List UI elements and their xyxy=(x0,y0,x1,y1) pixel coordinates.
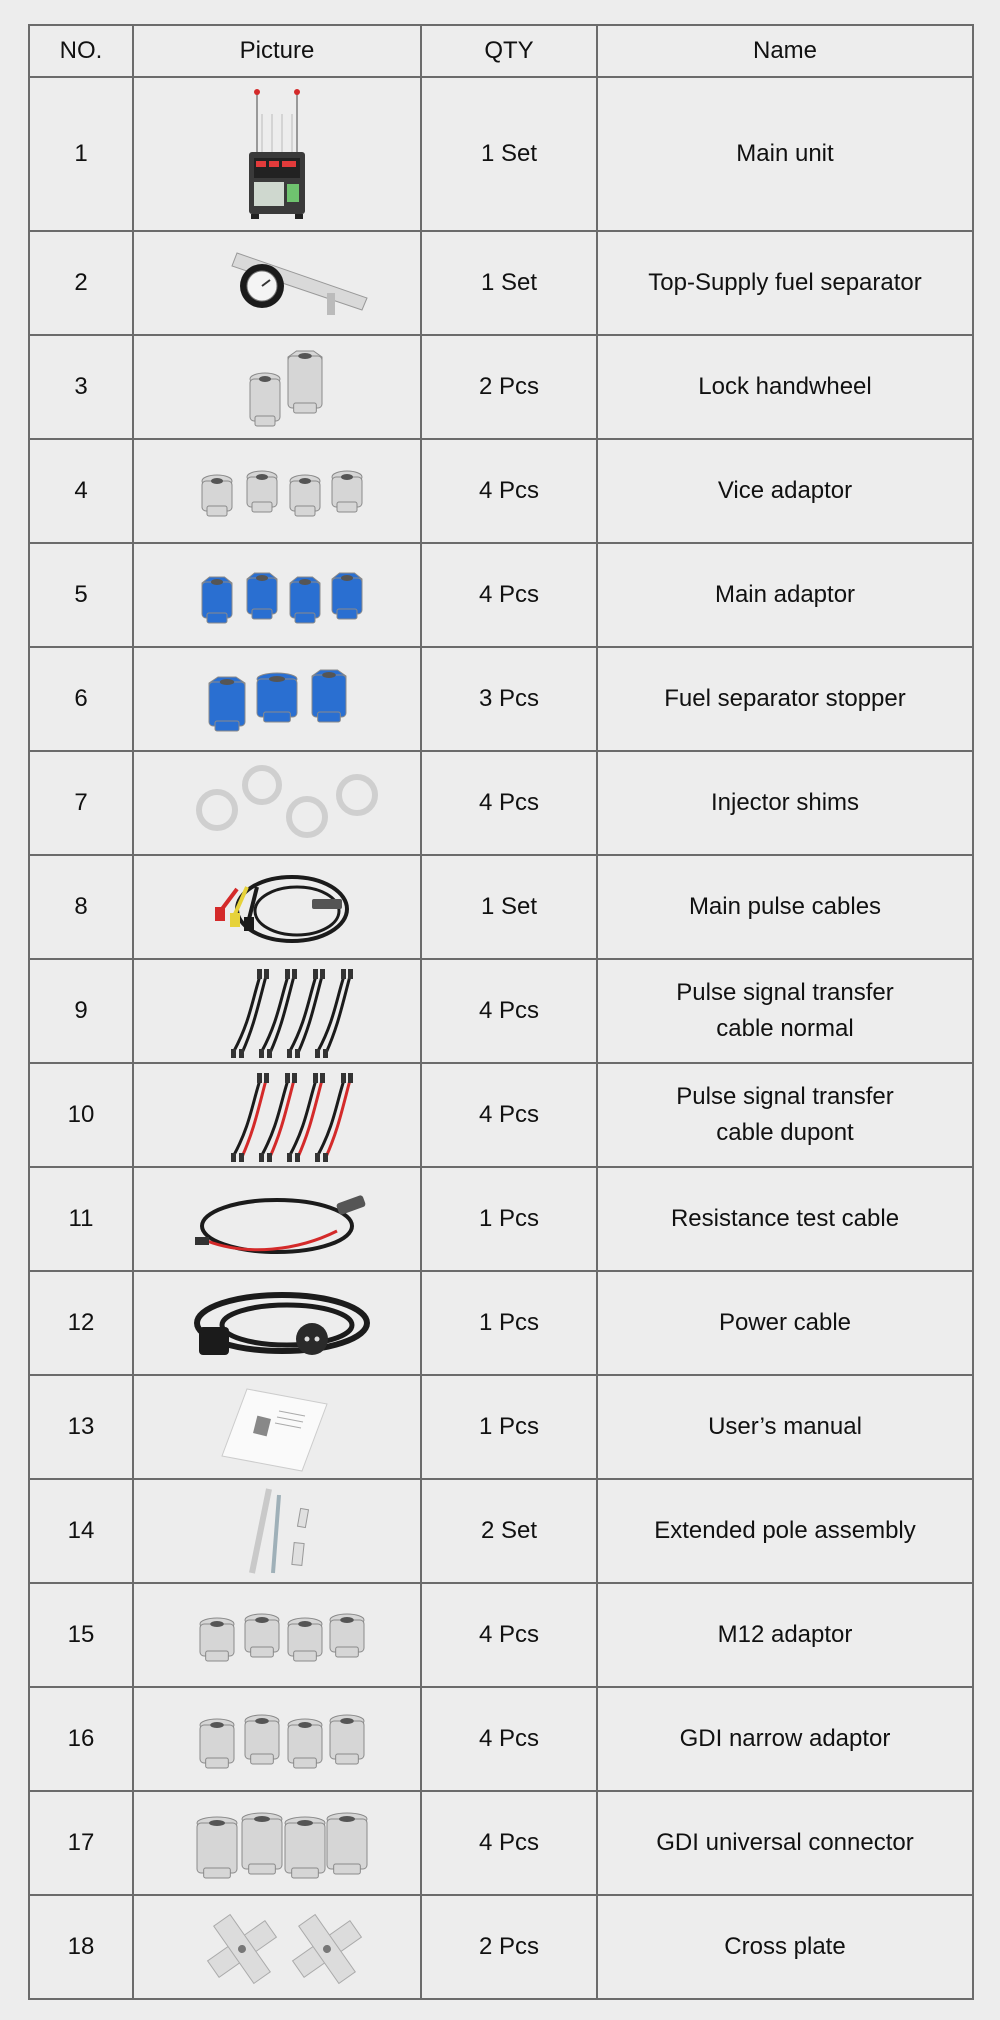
table-row xyxy=(29,1791,973,1895)
row-qty: 1 Set xyxy=(421,77,597,231)
row-name-cell xyxy=(597,1271,973,1375)
resistance-cable-icon xyxy=(133,1167,421,1271)
packing-list xyxy=(28,24,972,2000)
pole-assembly-icon xyxy=(133,1479,421,1583)
row-number: 15 xyxy=(29,1583,133,1687)
row-number: 13 xyxy=(29,1375,133,1479)
row-name-cell xyxy=(597,1479,973,1583)
header-qty: QTY xyxy=(421,25,597,77)
row-qty: 3 Pcs xyxy=(421,647,597,751)
row-qty: 1 Set xyxy=(421,855,597,959)
m12-adaptor-icon xyxy=(133,1583,421,1687)
row-qty: 4 Pcs xyxy=(421,1583,597,1687)
row-qty: 2 Pcs xyxy=(421,1895,597,1999)
power-cable-icon xyxy=(133,1271,421,1375)
row-name-cell xyxy=(597,1895,973,1999)
row-number: 1 xyxy=(29,77,133,231)
row-qty: 4 Pcs xyxy=(421,751,597,855)
row-qty: 1 Pcs xyxy=(421,1271,597,1375)
row-name-cell xyxy=(597,1687,973,1791)
row-name: Resistance test cable xyxy=(670,1205,900,1232)
main-adaptor-icon xyxy=(133,543,421,647)
row-qty: 2 Pcs xyxy=(421,335,597,439)
row-number: 12 xyxy=(29,1271,133,1375)
table-row xyxy=(29,77,973,231)
row-name-cell xyxy=(597,543,973,647)
table-row xyxy=(29,543,973,647)
row-name: Main pulse cables xyxy=(688,893,882,920)
row-name: Main adaptor xyxy=(714,581,856,608)
row-name: Lock handwheel xyxy=(698,373,872,400)
row-name: Cross plate xyxy=(724,1933,846,1960)
row-name-cell xyxy=(597,647,973,751)
stopper-icon xyxy=(133,647,421,751)
row-name: Fuel separator stopper xyxy=(664,685,906,712)
row-number: 3 xyxy=(29,335,133,439)
packing-list-table xyxy=(28,24,974,2000)
header-row xyxy=(29,25,973,77)
row-number: 18 xyxy=(29,1895,133,1999)
vice-adaptor-icon xyxy=(133,439,421,543)
row-name: User’s manual xyxy=(708,1413,862,1440)
table-row xyxy=(29,1479,973,1583)
cross-plate-icon xyxy=(133,1895,421,1999)
row-number: 10 xyxy=(29,1063,133,1167)
row-qty: 4 Pcs xyxy=(421,1063,597,1167)
row-number: 7 xyxy=(29,751,133,855)
row-number: 16 xyxy=(29,1687,133,1791)
row-name: Main unit xyxy=(736,140,834,167)
header-name: Name xyxy=(597,25,973,77)
row-qty: 1 Pcs xyxy=(421,1375,597,1479)
row-name-cell xyxy=(597,959,973,1063)
row-qty: 4 Pcs xyxy=(421,439,597,543)
row-qty: 4 Pcs xyxy=(421,543,597,647)
row-name: Extended pole assembly xyxy=(654,1517,916,1544)
row-name: GDI universal connector xyxy=(656,1829,914,1856)
row-name-cell xyxy=(597,335,973,439)
table-row xyxy=(29,1167,973,1271)
row-name-cell xyxy=(597,1583,973,1687)
row-number: 9 xyxy=(29,959,133,1063)
row-qty: 1 Pcs xyxy=(421,1167,597,1271)
gdi-universal-connector-icon xyxy=(133,1791,421,1895)
table-row xyxy=(29,1583,973,1687)
header-picture: Picture xyxy=(133,25,421,77)
row-name-cell xyxy=(597,231,973,335)
row-qty: 4 Pcs xyxy=(421,959,597,1063)
row-qty: 2 Set xyxy=(421,1479,597,1583)
row-name: M12 adaptor xyxy=(717,1621,853,1648)
table-row xyxy=(29,1895,973,1999)
row-name-cell xyxy=(597,439,973,543)
main-unit-icon xyxy=(133,77,421,231)
transfer-cable-normal-icon xyxy=(133,959,421,1063)
table-row xyxy=(29,751,973,855)
row-number: 2 xyxy=(29,231,133,335)
row-number: 17 xyxy=(29,1791,133,1895)
row-name: GDI narrow adaptor xyxy=(679,1725,891,1752)
row-qty: 1 Set xyxy=(421,231,597,335)
row-qty: 4 Pcs xyxy=(421,1791,597,1895)
table-body xyxy=(29,77,973,1999)
fuel-separator-icon xyxy=(133,231,421,335)
table-row xyxy=(29,439,973,543)
pulse-cable-icon xyxy=(133,855,421,959)
row-name-cell xyxy=(597,751,973,855)
table-row xyxy=(29,335,973,439)
manual-icon xyxy=(133,1375,421,1479)
row-number: 11 xyxy=(29,1167,133,1271)
row-name-cell xyxy=(597,77,973,231)
row-name: Pulse signal transfer cable normal xyxy=(676,979,894,1042)
shims-icon xyxy=(133,751,421,855)
table-row xyxy=(29,1063,973,1167)
row-name: Top-Supply fuel separator xyxy=(648,269,922,296)
table-row xyxy=(29,231,973,335)
row-name: Power cable xyxy=(718,1309,852,1336)
row-name: Pulse signal transfer cable dupont xyxy=(676,1083,894,1146)
table-row xyxy=(29,647,973,751)
row-number: 6 xyxy=(29,647,133,751)
row-name-cell xyxy=(597,1063,973,1167)
lock-handwheel-icon xyxy=(133,335,421,439)
row-qty: 4 Pcs xyxy=(421,1687,597,1791)
transfer-cable-dupont-icon xyxy=(133,1063,421,1167)
table-row xyxy=(29,1687,973,1791)
row-number: 14 xyxy=(29,1479,133,1583)
row-name: Injector shims xyxy=(710,789,860,816)
table-row xyxy=(29,855,973,959)
row-name: Vice adaptor xyxy=(717,477,853,504)
gdi-narrow-adaptor-icon xyxy=(133,1687,421,1791)
table-row xyxy=(29,959,973,1063)
row-name-cell xyxy=(597,1791,973,1895)
row-number: 8 xyxy=(29,855,133,959)
row-name-cell xyxy=(597,1375,973,1479)
header-no: NO. xyxy=(29,25,133,77)
table-row xyxy=(29,1375,973,1479)
row-number: 5 xyxy=(29,543,133,647)
row-name-cell xyxy=(597,1167,973,1271)
table-row xyxy=(29,1271,973,1375)
row-number: 4 xyxy=(29,439,133,543)
row-name-cell xyxy=(597,855,973,959)
